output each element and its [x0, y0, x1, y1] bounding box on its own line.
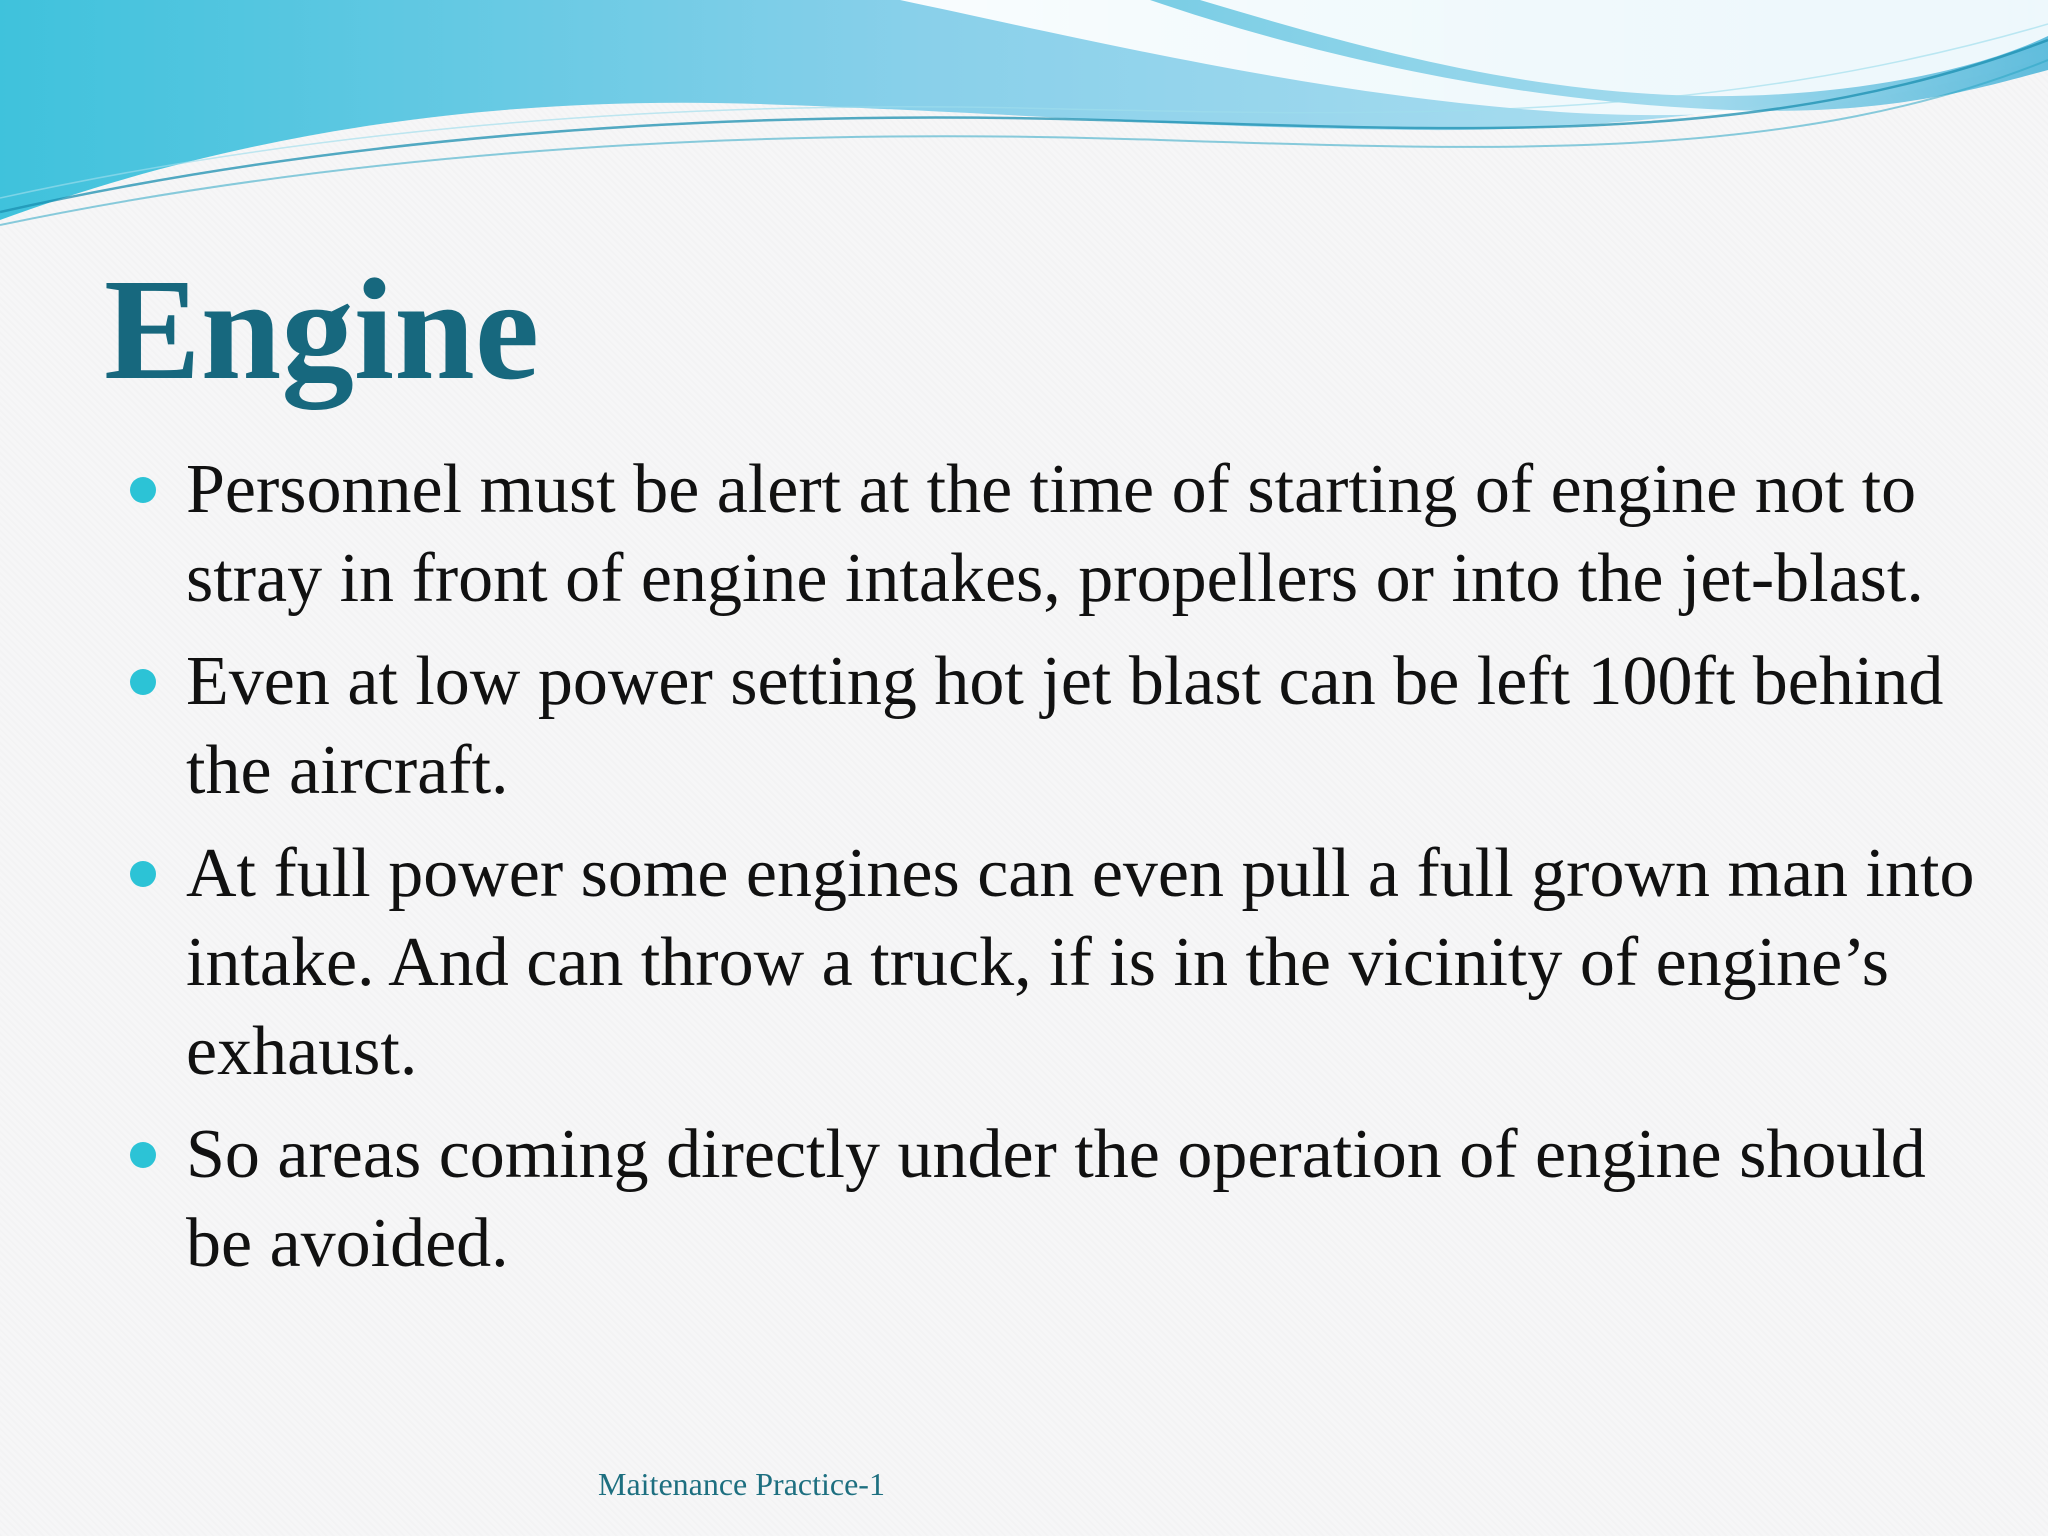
bullet-dot-icon [130, 669, 156, 695]
header-wave-decoration [0, 0, 2048, 240]
slide-title: Engine [104, 250, 540, 410]
bullet-dot-icon [130, 861, 156, 887]
bullet-item [128, 445, 1998, 623]
bullet-item [128, 637, 1998, 815]
bullet-text: So areas coming directly under the operation of engine should be avoided. [186, 1116, 1926, 1282]
bullet-dot-icon [130, 1142, 156, 1168]
bullet-text: Personnel must be alert at the time of starting of engine not to stray in front of engine intakes, propellers or into the jet-blast. [186, 451, 1924, 617]
bullet-item [128, 1110, 1998, 1288]
bullet-text: Even at low power setting hot jet blast can be left 100ft behind the aircraft. [186, 643, 1944, 809]
bullet-text: At full power some engines can even pull a full grown man into intake. And can throw a truck, if is in the vicinity of engine’s exhaust. [186, 835, 1975, 1090]
bullet-dot-icon [130, 477, 156, 503]
bullet-list [128, 445, 1998, 1302]
bullet-item [128, 829, 1998, 1096]
slide-footer: Maitenance Practice-1 [598, 1466, 885, 1502]
